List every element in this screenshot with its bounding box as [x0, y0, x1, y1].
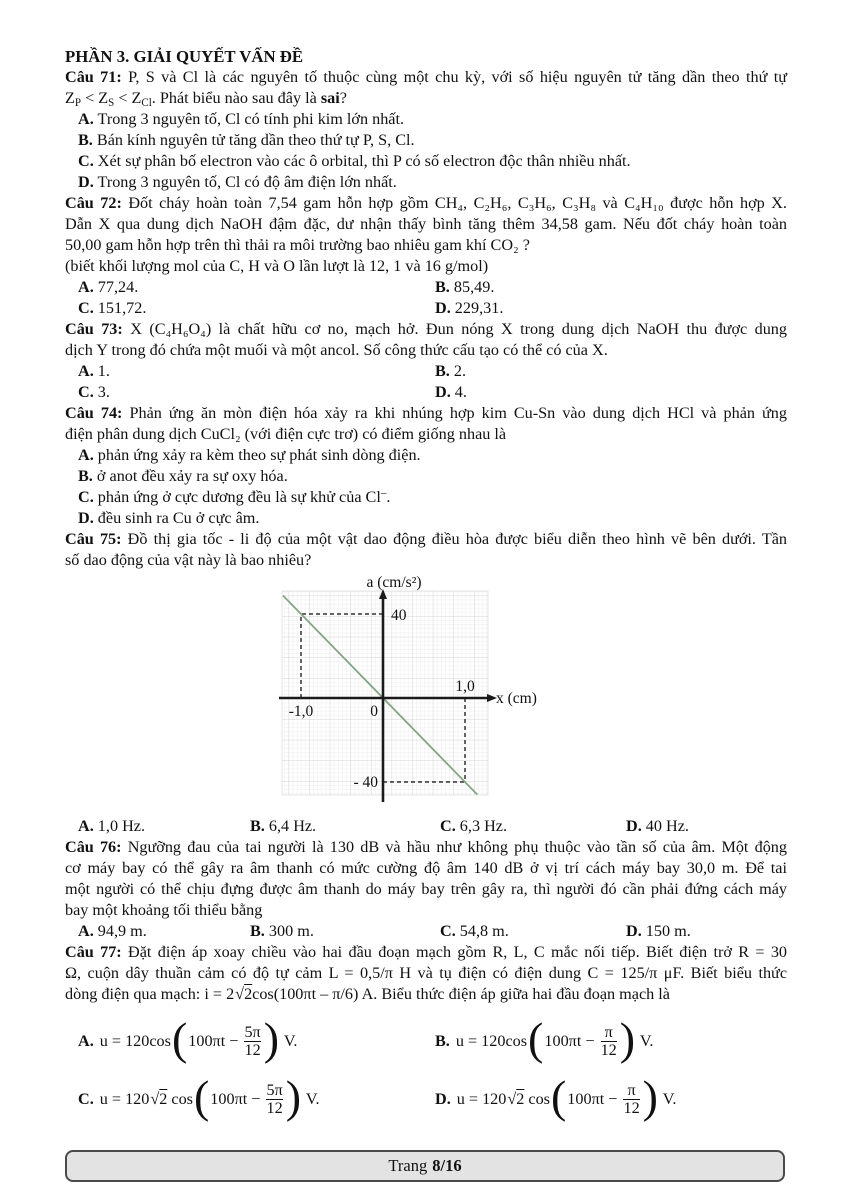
- text-segment: một người có thể chịu đựng được âm thanh do máy bay trên gây ra, thì người đó cần phải đứng cách máy: [65, 880, 787, 898]
- question-72-text-line: [65, 193, 787, 214]
- subscript: S: [108, 96, 115, 109]
- left-paren: (: [550, 1071, 567, 1123]
- text-segment: Câu 74:: [65, 404, 123, 422]
- formula-prefix: u = 120: [456, 1089, 507, 1108]
- question-73-text-line: [65, 340, 787, 361]
- question-76-text-line: [65, 837, 787, 858]
- option-label: C.: [78, 152, 94, 170]
- option-label: D.: [626, 817, 642, 835]
- option-D: [435, 382, 787, 403]
- fraction: [266, 1082, 282, 1117]
- option-label: C.: [78, 299, 94, 317]
- text-segment: . Phát biểu nào sau đây là: [151, 89, 321, 107]
- option-label: D.: [78, 509, 94, 527]
- text-segment: 94,9 m.: [93, 922, 147, 940]
- option-label: D.: [435, 299, 451, 317]
- option-label: B.: [250, 922, 265, 940]
- text-segment: 77,24.: [93, 278, 139, 296]
- text-segment: dòng điện qua mạch: i = 2: [65, 985, 235, 1003]
- formula-function: cos: [505, 1031, 528, 1050]
- text-segment: dịch Y trong đó chứa một muối và một ancol. Số công thức cấu tạo có thể có của X.: [65, 341, 608, 359]
- text-segment: Câu 73:: [65, 320, 123, 338]
- text-segment: 2: [244, 985, 253, 1003]
- numerator: π: [604, 1022, 613, 1041]
- radicand: 2: [159, 1089, 168, 1108]
- y-axis-label: a (cm/s²): [366, 575, 422, 591]
- option-label: A.: [78, 110, 94, 128]
- right-paren: ): [619, 1013, 636, 1065]
- text-segment: 85,49.: [449, 278, 495, 296]
- footer-page-number: 8/16: [432, 1156, 462, 1175]
- option-D: [65, 508, 787, 529]
- subscript: P: [74, 96, 82, 109]
- option-C: [440, 816, 626, 837]
- question-76: [65, 837, 787, 942]
- formula-unit: V.: [280, 1031, 298, 1050]
- question-76-text-line: [65, 858, 787, 879]
- option-D: [626, 816, 787, 837]
- question-71-text-line: [65, 88, 787, 109]
- option-label: D.: [78, 173, 94, 191]
- formula-unit: V.: [659, 1089, 677, 1108]
- formula-argument: 100πt −: [567, 1089, 622, 1108]
- subscript: Cl: [141, 96, 152, 109]
- option-label: A.: [78, 922, 94, 940]
- section-title: PHẦN 3. GIẢI QUYẾT VẤN ĐỀ: [65, 47, 304, 66]
- text-segment: 6,3 Hz.: [455, 817, 507, 835]
- text-segment: 1,0 Hz.: [93, 817, 145, 835]
- text-segment: Phản ứng ăn mòn điện hóa xảy ra khi nhúng hợp kim Cu-Sn vào dung dịch HCl và phản ứng: [122, 404, 787, 422]
- text-segment: √: [235, 985, 245, 1003]
- option-label: C.: [78, 1089, 94, 1108]
- options-grid: [65, 816, 787, 837]
- text-segment: sai: [320, 89, 340, 107]
- option-label: B.: [78, 467, 93, 485]
- option-formula-B: [435, 1014, 787, 1068]
- option-C: [65, 487, 787, 508]
- question-73-text-line: [65, 319, 787, 340]
- text-segment: 4.: [450, 383, 467, 401]
- left-paren: (: [171, 1013, 188, 1065]
- option-label: A.: [78, 1031, 94, 1050]
- text-segment: Dẫn X qua dung dịch NaOH đậm đặc, dư nhận thấy bình tăng thêm 34,58 gam. Nếu đốt cháy hoàn toàn: [65, 215, 787, 233]
- radicand: 2: [516, 1089, 525, 1108]
- text-segment: phản ứng xảy ra kèm theo sự phát sinh dòng điện.: [93, 446, 421, 464]
- right-paren: ): [642, 1071, 658, 1123]
- question-72-text-line: [65, 214, 787, 235]
- option-label: C.: [78, 383, 94, 401]
- text-segment: cơ máy bay có thể gây ra âm thanh có mức cường độ âm 140 dB ở vị trí cách máy bay 30,0 m. Để tai: [65, 859, 787, 877]
- radical-sign: √: [507, 1089, 517, 1108]
- denominator: 12: [266, 1098, 283, 1117]
- option-D: [65, 172, 787, 193]
- text-segment: 54,8 m.: [455, 922, 509, 940]
- option-B: [65, 130, 787, 151]
- question-72-text-line: [65, 256, 787, 277]
- fraction: [623, 1082, 639, 1117]
- acceleration-position-graph: [268, 575, 560, 811]
- text-segment: < Z: [81, 89, 109, 107]
- question-76-text-line: [65, 900, 787, 921]
- option-A: [65, 445, 787, 466]
- text-segment: cos(100πt – π/6) A. Biểu thức điện áp giữa hai đầu đoạn mạch là: [252, 985, 670, 1003]
- option-formula-D: [435, 1072, 787, 1126]
- text-segment: Ω, cuộn dây thuần cảm có độ tự cảm L = 0,5/π H và tụ điện có điện dung C = 125/π μF. Biết biểu thức: [65, 964, 787, 982]
- right-paren: ): [263, 1013, 280, 1065]
- text-segment: 3.: [93, 383, 110, 401]
- options-grid: [65, 277, 787, 319]
- option-label: B.: [435, 362, 450, 380]
- formula-argument: 100πt −: [544, 1031, 599, 1050]
- options-grid: [65, 921, 787, 942]
- question-76-text-line: [65, 879, 787, 900]
- option-label: B.: [78, 131, 93, 149]
- formula-function: cos: [149, 1031, 171, 1050]
- footer-label: Trang: [388, 1156, 428, 1175]
- text-segment: Câu 75:: [65, 530, 122, 548]
- option-B: [435, 361, 787, 382]
- text-segment: Trong 3 nguyên tố, Cl có tính phi kim lớn nhất.: [93, 110, 405, 128]
- page-footer: [65, 1150, 785, 1182]
- text-segment: 151,72.: [93, 299, 147, 317]
- denominator: 12: [623, 1098, 640, 1117]
- question-73: [65, 319, 787, 403]
- questions-container: [65, 67, 787, 1126]
- question-74-text-line: [65, 403, 787, 424]
- text-segment: ?: [339, 89, 347, 107]
- option-label: C.: [440, 922, 456, 940]
- numerator: 5π: [266, 1080, 283, 1099]
- option-label: B.: [435, 278, 450, 296]
- option-label: D.: [435, 1089, 451, 1108]
- question-77-text-line: [65, 942, 787, 963]
- tick-origin: 0: [370, 703, 378, 720]
- text-segment: phản ứng ở cực dương đều là sự khử của Cl: [93, 488, 381, 506]
- radical-sign: √: [150, 1089, 160, 1108]
- formula-argument: 100πt −: [188, 1031, 243, 1050]
- option-B: [250, 816, 440, 837]
- option-B: [65, 466, 787, 487]
- text-segment: Đốt cháy hoàn toàn 7,54 gam hỗn hợp gồm CH₄, C₂H₆, C₃H₆, C₃H₈ và C₄H₁₀ được hỗn hợp X.: [121, 194, 787, 212]
- formula-argument: 100πt −: [210, 1089, 265, 1108]
- formula-function: cos: [528, 1089, 550, 1108]
- option-A: [78, 277, 435, 298]
- formula-unit: V.: [302, 1089, 320, 1108]
- text-segment: Xét sự phân bố electron vào các ô orbital, thì P có số electron độc thân nhiều nhất.: [93, 152, 631, 170]
- question-77-text-line: [65, 984, 787, 1005]
- option-formula-A: [78, 1014, 435, 1068]
- text-segment: < Z: [114, 89, 142, 107]
- option-label: B.: [250, 817, 265, 835]
- text-segment: Ngưỡng đau của tai người là 130 dB và hầu như không phụ thuộc vào tần số của âm. Một động: [121, 838, 787, 856]
- option-C: [440, 921, 626, 942]
- text-segment: 150 m.: [641, 922, 691, 940]
- question-75-text-line: [65, 529, 787, 550]
- text-segment: Trong 3 nguyên tố, Cl có độ âm điện lớn nhất.: [93, 173, 397, 191]
- right-paren: ): [285, 1071, 302, 1123]
- left-paren: (: [193, 1071, 210, 1123]
- text-segment: 6,4 Hz.: [264, 817, 317, 835]
- text-segment: đều sinh ra Cu ở cực âm.: [93, 509, 260, 527]
- text-segment: (biết khối lượng mol của C, H và O lần lượt là 12, 1 và 16 g/mol): [65, 257, 489, 275]
- text-segment: Z: [65, 89, 75, 107]
- denominator: 12: [244, 1040, 261, 1059]
- option-C: [65, 151, 787, 172]
- text-segment: 229,31.: [450, 299, 504, 317]
- text-segment: Câu 71:: [65, 68, 122, 86]
- text-segment: 40 Hz.: [641, 817, 689, 835]
- option-label: A.: [78, 362, 94, 380]
- option-label: B.: [435, 1031, 450, 1050]
- option-label: C.: [440, 817, 456, 835]
- option-label: D.: [435, 383, 451, 401]
- option-label: A.: [78, 278, 94, 296]
- options-formulas: [65, 1014, 787, 1126]
- option-label: D.: [626, 922, 642, 940]
- text-segment: Câu 77:: [65, 943, 122, 961]
- denominator: 12: [600, 1040, 617, 1059]
- superscript: –: [380, 486, 387, 499]
- option-C: [78, 298, 435, 319]
- numerator: 5π: [244, 1022, 261, 1041]
- text-segment: Đặt điện áp xoay chiều vào hai đầu đoạn mạch gồm R, L, C mắc nối tiếp. Biết điện trở R = 30: [121, 943, 788, 961]
- question-72: [65, 193, 787, 319]
- text-segment: Câu 76:: [65, 838, 122, 856]
- option-formula-C: [78, 1072, 435, 1126]
- page-content: [65, 46, 787, 1126]
- option-label: A.: [78, 446, 94, 464]
- text-segment: số dao động của vật này là bao nhiêu?: [65, 551, 312, 569]
- text-segment: X (C₄H₆O₄) là chất hữu cơ no, mạch hở. Đun nóng X trong dung dịch NaOH thu được dung: [122, 320, 787, 338]
- text-segment: Câu 72:: [65, 194, 122, 212]
- question-75-text-line: [65, 550, 787, 571]
- text-segment: 1.: [93, 362, 110, 380]
- option-C: [78, 382, 435, 403]
- option-B: [435, 277, 787, 298]
- formula-function: cos: [171, 1089, 193, 1108]
- question-71-text-line: [65, 67, 787, 88]
- formula-prefix: u = 120: [99, 1089, 150, 1108]
- option-label: C.: [78, 488, 94, 506]
- acceleration-graph-figure: [65, 571, 787, 816]
- text-segment: ở anot đều xảy ra sự oxy hóa.: [92, 467, 288, 485]
- question-74: [65, 403, 787, 529]
- x-axis-label: x (cm): [496, 690, 537, 707]
- option-A: [78, 921, 250, 942]
- numerator: π: [627, 1080, 636, 1099]
- text-segment: 50,00 gam hỗn hợp trên thì thải ra môi trường bao nhiêu gam khí CO₂ ?: [65, 236, 530, 254]
- text-segment: P, S và Cl là các nguyên tố thuộc cùng một chu kỳ, với số hiệu nguyên tử tăng dần theo thứ tự: [121, 68, 787, 86]
- option-A: [78, 361, 435, 382]
- text-segment: Bán kính nguyên tử tăng dần theo thứ tự P, S, Cl.: [92, 131, 415, 149]
- fraction: [601, 1024, 617, 1059]
- formula-prefix: u = 120: [455, 1031, 506, 1050]
- tick-y-pos: 40: [391, 607, 407, 624]
- tick-x-neg: -1,0: [288, 703, 314, 720]
- text-segment: bay một khoảng tối thiểu bằng: [65, 901, 263, 919]
- text-segment: điện phân dung dịch CuCl₂ (với điện cực trơ) có điểm giống nhau là: [65, 425, 507, 443]
- text-segment: 300 m.: [264, 922, 314, 940]
- left-paren: (: [528, 1013, 544, 1065]
- option-D: [626, 921, 787, 942]
- options-grid: [65, 361, 787, 403]
- option-A: [78, 816, 250, 837]
- formula-unit: V.: [636, 1031, 654, 1050]
- text-segment: 2.: [449, 362, 467, 380]
- question-74-text-line: [65, 424, 787, 445]
- fraction: [244, 1024, 260, 1059]
- formula-prefix: u = 120: [99, 1031, 150, 1050]
- question-75: [65, 529, 787, 837]
- option-label: A.: [78, 817, 94, 835]
- option-B: [250, 921, 440, 942]
- tick-x-pos: 1,0: [455, 678, 475, 695]
- question-71: [65, 67, 787, 193]
- text-segment: Đồ thị gia tốc - li độ của một vật dao động điều hòa được biểu diễn theo hình vẽ bên dưới. Tần: [121, 530, 787, 548]
- option-A: [65, 109, 787, 130]
- option-D: [435, 298, 787, 319]
- question-77: [65, 942, 787, 1126]
- question-72-text-line: [65, 235, 787, 256]
- text-segment: .: [386, 488, 391, 506]
- question-77-text-line: [65, 963, 787, 984]
- tick-y-neg: - 40: [353, 774, 378, 791]
